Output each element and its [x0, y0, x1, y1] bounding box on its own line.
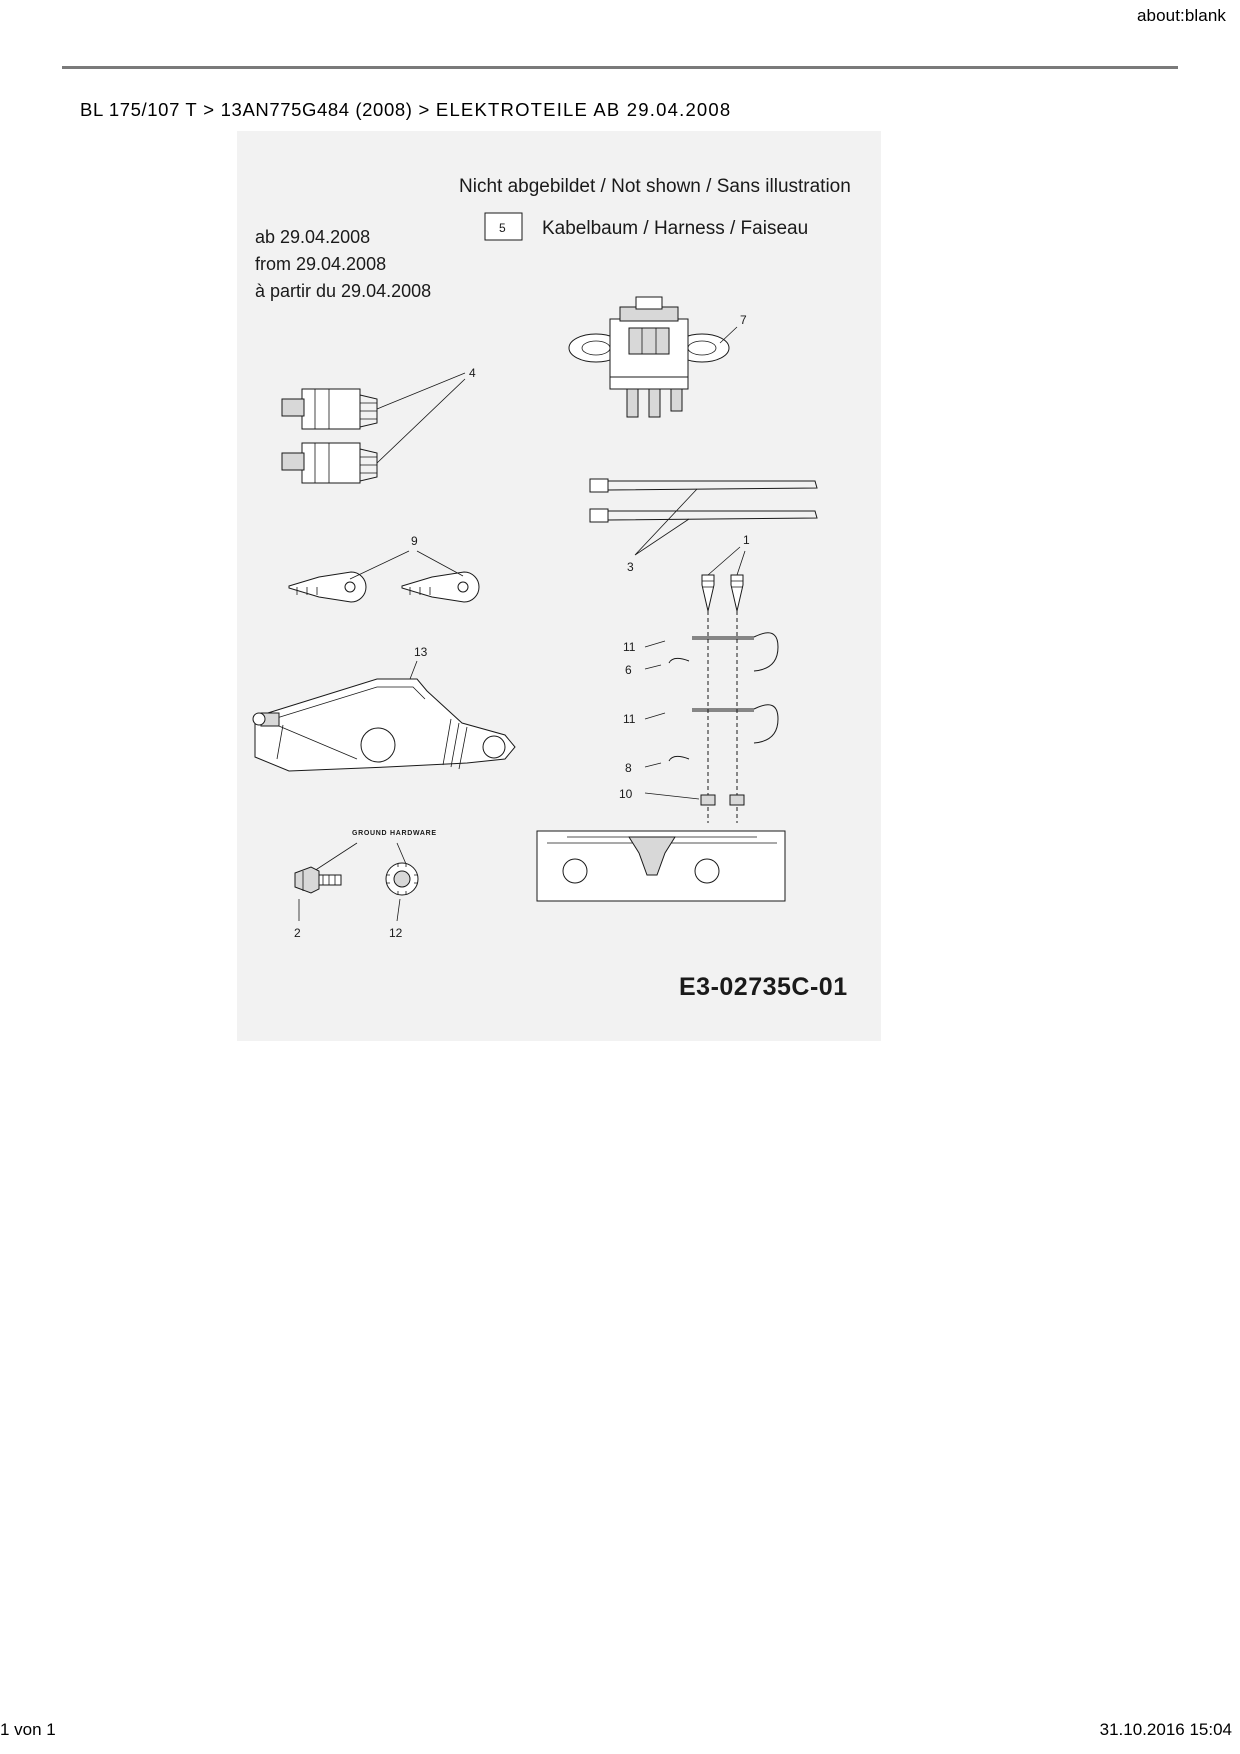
callout-6: 6: [625, 663, 632, 677]
callout-13: 13: [414, 645, 428, 659]
breadcrumb-part-number[interactable]: 13AN775G484 (2008): [220, 99, 413, 120]
callout-9: 9: [411, 534, 418, 548]
breadcrumb-separator-2: >: [418, 99, 430, 120]
switch-illustration: [569, 297, 737, 417]
cable-tie-upper-illustration: [590, 479, 817, 492]
parts-diagram: [237, 131, 881, 1041]
header-divider: [62, 66, 1178, 69]
breadcrumb-separator-1: >: [203, 99, 215, 120]
page-indicator: 1 von 1: [0, 1720, 56, 1739]
ground-hardware-label: GROUND HARDWARE: [352, 830, 437, 837]
pin-right-illustration: [731, 575, 743, 611]
connector-lower-illustration: [282, 443, 377, 483]
callout-4: 4: [469, 366, 476, 380]
column-assembly-illustration: [645, 611, 778, 823]
bracket-illustration: [253, 661, 515, 771]
browser-url-label: about:blank: [1136, 6, 1226, 25]
drawing-code: E3-02735C-01: [679, 973, 848, 1001]
callout-11-lower: 11: [623, 712, 636, 726]
cable-tie-lower-illustration: [590, 509, 817, 522]
print-timestamp: 31.10.2016 15:04: [1099, 1720, 1232, 1739]
breadcrumb-model[interactable]: BL 175/107 T: [80, 99, 198, 120]
pin-left-illustration: [702, 575, 714, 611]
connector-upper-illustration: [282, 389, 377, 429]
date-note-de: ab 29.04.2008: [255, 227, 371, 247]
nut-illustration: [386, 863, 418, 895]
callout-3: 3: [627, 560, 634, 574]
callout-8: 8: [625, 761, 632, 775]
callout-12: 12: [389, 926, 403, 940]
not-shown-item-label: Kabelbaum / Harness / Faiseau: [542, 218, 809, 239]
date-note-en: from 29.04.2008: [255, 254, 387, 274]
base-plate-illustration: [537, 831, 785, 901]
callout-11-upper: 11: [623, 640, 636, 654]
breadcrumb: [80, 99, 731, 121]
breadcrumb-section: ELEKTROTEILE AB 29.04.2008: [435, 99, 732, 120]
callout-2: 2: [294, 926, 301, 940]
callout-10: 10: [619, 787, 633, 801]
key-right-illustration: [402, 572, 479, 602]
not-shown-item-number: 5: [499, 221, 506, 235]
bolt-illustration: [295, 867, 341, 893]
date-note-fr: à partir du 29.04.2008: [255, 281, 432, 301]
callout-1: 1: [743, 533, 750, 547]
not-shown-title: Nicht abgebildet / Not shown / Sans illustration: [459, 176, 851, 197]
callout-7: 7: [740, 313, 747, 327]
